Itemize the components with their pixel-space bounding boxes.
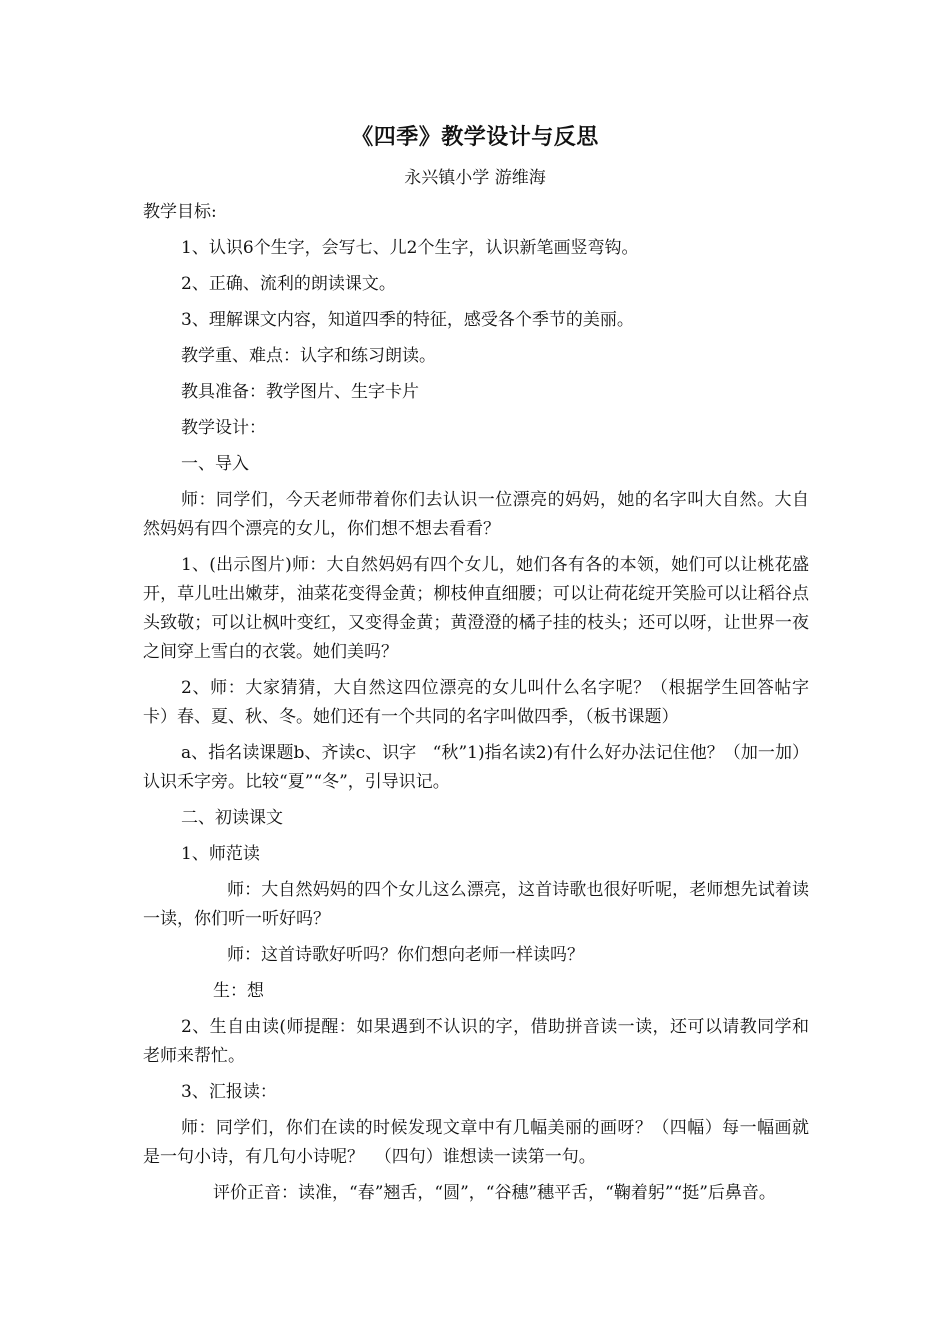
section-heading-design: 教学设计：: [181, 418, 266, 438]
paragraph: 2、生自由读(师提醒：如果遇到不认识的字，借助拼音读一读，还可以请教同学和老师来帮忙。: [143, 1017, 809, 1066]
document-title: 《四季》教学设计与反思: [351, 124, 599, 150]
paragraph: 2、师：大家猜猜，大自然这四位漂亮的女儿叫什么名字呢？（根据学生回答帖字卡）春、夏、秋、冬。她们还有一个共同的名字叫做四季，（板书课题）: [143, 678, 809, 727]
document-body: [143, 198, 809, 1215]
teaching-aids: 教具准备：教学图片、生字卡片: [181, 382, 419, 402]
section-heading-intro: 一、导入: [181, 454, 249, 474]
paragraph: 1、(出示图片)师：大自然妈妈有四个女儿，她们各有各的本领，她们可以让桃花盛开，草儿吐出嫩芽，油菜花变得金黄；柳枝伸直细腰；可以让荷花绽开笑脸可以让稻谷点头致敬；可以让枫叶变红，又变得金黄；黄澄澄的橘子挂的枝头；还可以呀，让世界一夜之间穿上雪白的衣裳。她们美吗？: [143, 555, 809, 662]
paragraph: 1、师范读: [181, 844, 260, 864]
paragraph: 师：大自然妈妈的四个女儿这么漂亮，这首诗歌也很好听呢，老师想先试着读一读，你们听一听好吗？: [143, 880, 809, 929]
objective-item: 3、理解课文内容，知道四季的特征，感受各个季节的美丽。: [181, 310, 634, 330]
paragraph: 师：同学们，今天老师带着你们去认识一位漂亮的妈妈，她的名字叫大自然。大自然妈妈有四个漂亮的女儿，你们想不想去看看？: [143, 490, 809, 539]
document-author: 永兴镇小学 游维海: [404, 168, 546, 188]
paragraph: 师：同学们，你们在读的时候发现文章中有几幅美丽的画呀？（四幅）每一幅画就是一句小诗，有几句小诗呢？ （四句）谁想读一读第一句。: [143, 1118, 809, 1167]
key-points: 教学重、难点：认字和练习朗读。: [181, 346, 436, 366]
paragraph: 3、汇报读：: [181, 1082, 277, 1102]
paragraph: 生：想: [213, 981, 264, 1001]
objective-item: 2、正确、流利的朗读课文。: [181, 274, 396, 294]
paragraph: a、指名读课题b、齐读c、识字 “秋”1)指名读2)有什么好办法记住他？（加一加）认识禾字旁。比较“夏”“冬”，引导识记。: [143, 743, 809, 792]
objective-item: 1、认识6个生字，会写七、儿2个生字，认识新笔画竖弯钩。: [181, 238, 639, 258]
paragraph: 师：这首诗歌好听吗？你们想向老师一样读吗？: [227, 945, 584, 965]
section-heading-objectives: 教学目标:: [143, 202, 217, 222]
paragraph: 评价正音：读准，“春”翘舌，“圆”，“谷穗”穗平舌，“鞠着躬”“挺”后鼻音。: [213, 1183, 776, 1203]
section-heading-first-reading: 二、初读课文: [181, 808, 283, 828]
